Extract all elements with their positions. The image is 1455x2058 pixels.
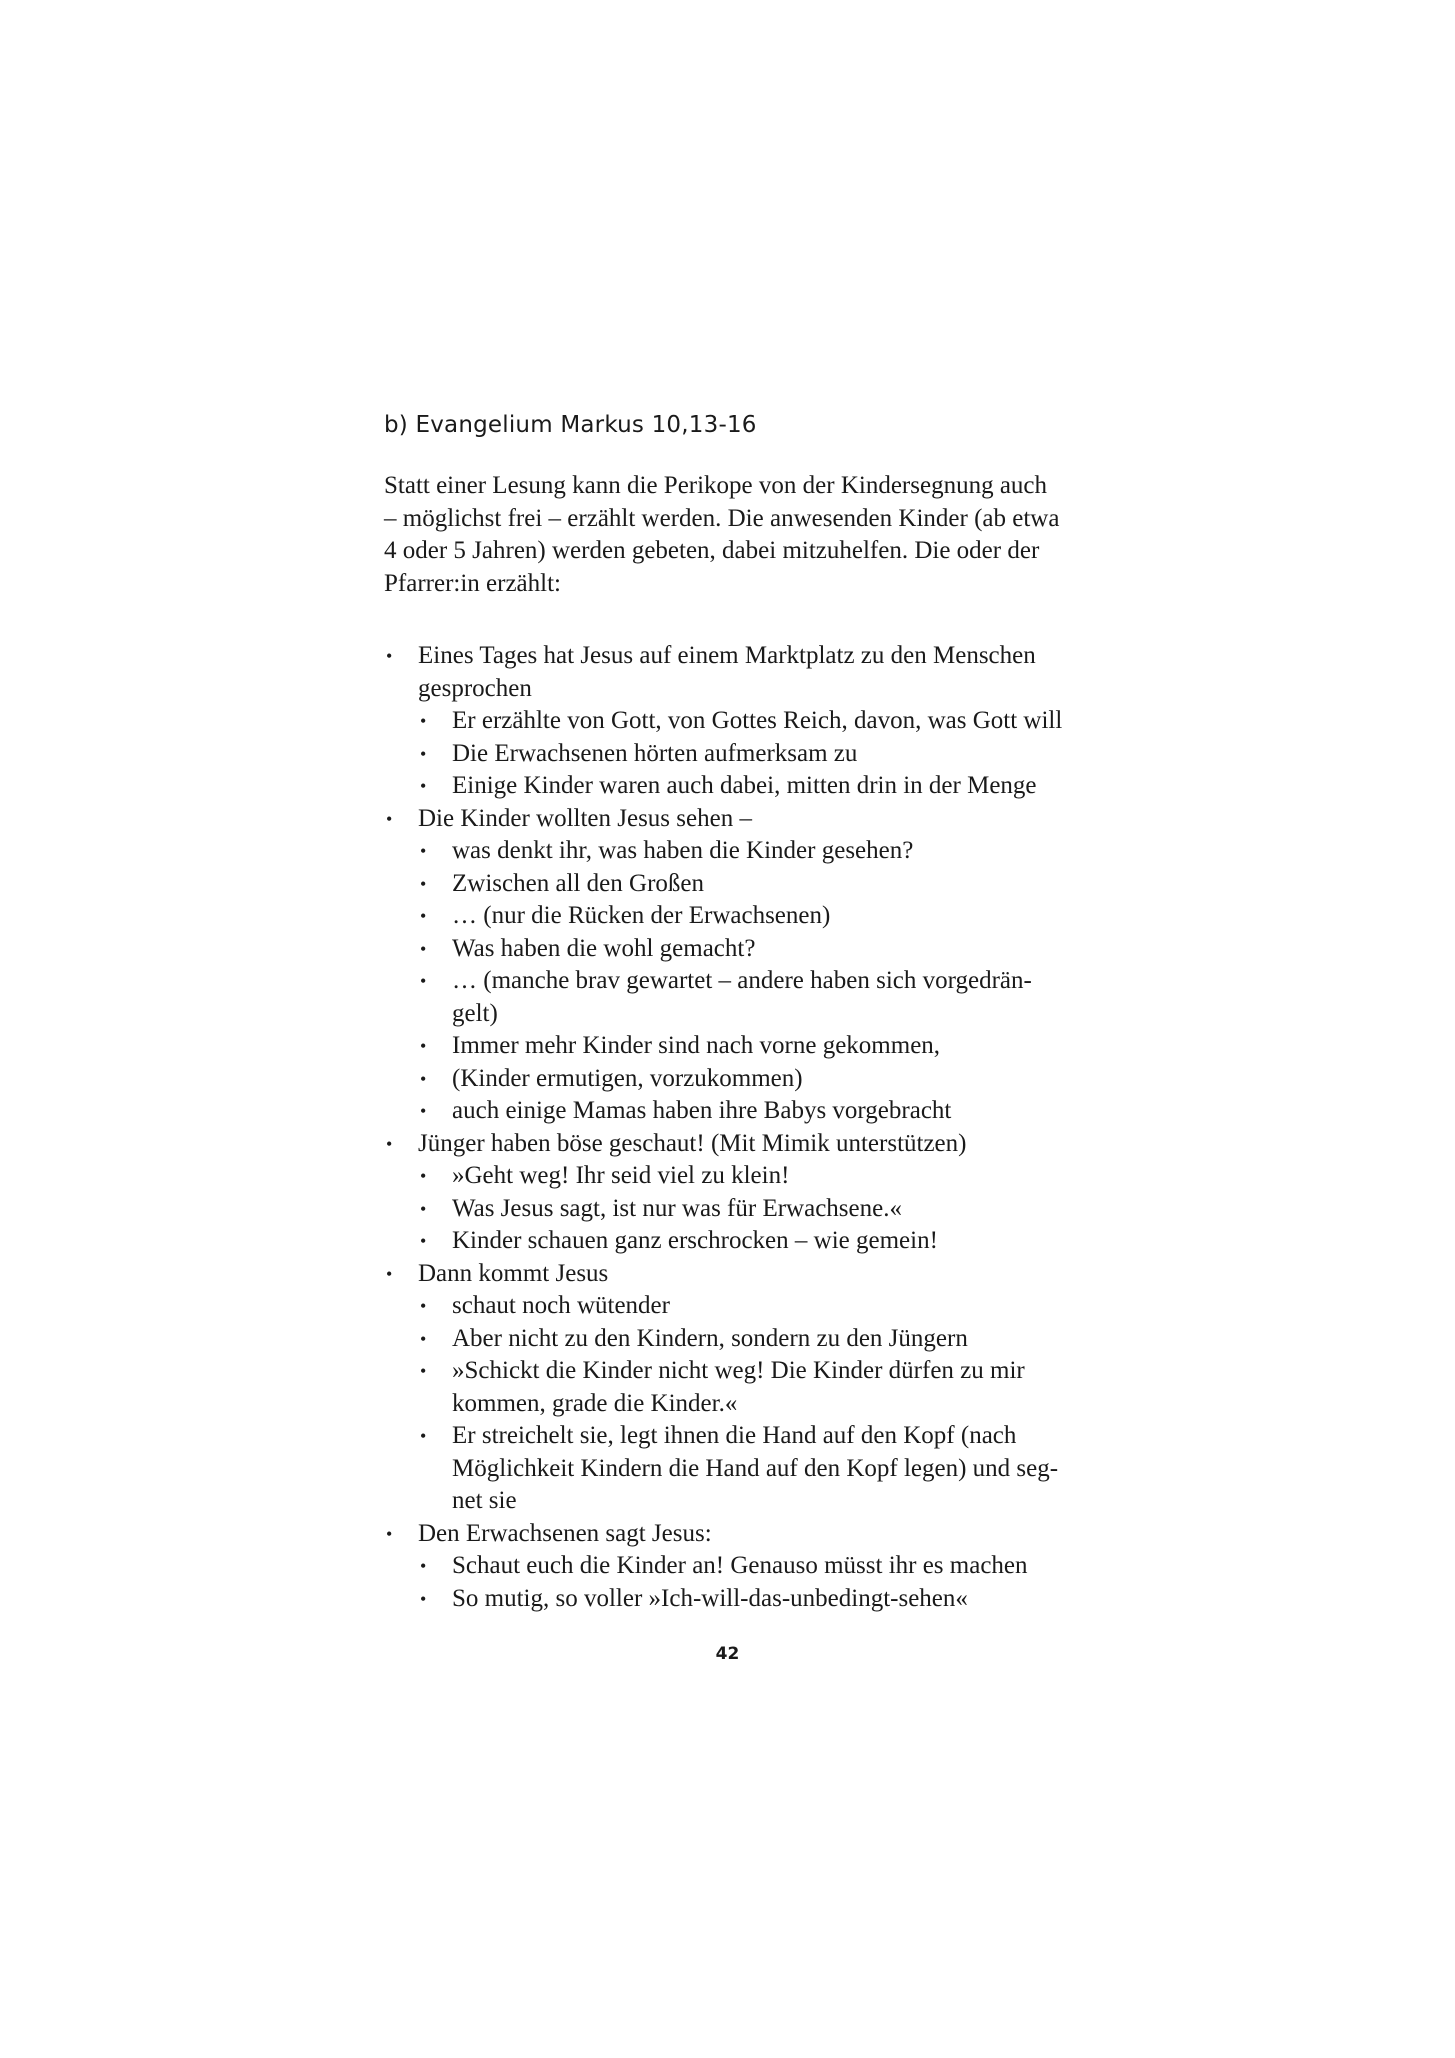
sub-list-item (418, 868, 1104, 901)
sub-list-item (418, 1550, 1104, 1583)
sub-list-item-text: Er streichelt sie, legt ihnen die Hand auf den Kopf (nach (452, 1422, 1017, 1449)
sub-list-item-text: … (nur die Rücken der Erwachsenen) (452, 902, 831, 929)
sub-list-item (418, 1323, 1104, 1356)
sub-list-item-text: Was Jesus sagt, ist nur was für Erwachsene.« (452, 1194, 902, 1222)
sub-list (418, 1550, 1104, 1615)
list-item (384, 640, 1104, 803)
sub-list-item (418, 1583, 1104, 1616)
list-item-text: Eines Tages hat Jesus auf einem Marktplatz zu den Menschen (418, 642, 1036, 669)
list-item (384, 1518, 1104, 1616)
sub-list-item (418, 705, 1104, 738)
sub-list-item-text: was denkt ihr, was haben die Kinder gesehen? (452, 837, 914, 864)
intro-line: – möglichst frei – erzählt werden. Die anwesenden Kinder (ab etwa (384, 504, 1060, 532)
sub-list (418, 1160, 1104, 1258)
sub-list-item (418, 1193, 1104, 1226)
list-item (384, 1258, 1104, 1518)
sub-list (418, 705, 1104, 803)
sub-list-item-text: Immer mehr Kinder sind nach vorne gekommen, (452, 1032, 941, 1059)
sub-list-item-text: Er erzählte von Gott, von Gottes Reich, davon, was Gott will (452, 707, 1063, 734)
sub-list-item (418, 1225, 1104, 1258)
sub-list-item (418, 1420, 1104, 1518)
sub-list-item-text: »Geht weg! Ihr seid viel zu klein! (452, 1162, 790, 1189)
sub-list-item-text: … (manche brav gewartet – andere haben sich vorgedrän- (452, 967, 1032, 994)
sub-list-item-text: »Schickt die Kinder nicht weg! Die Kinder dürfen zu mir (452, 1357, 1025, 1384)
sub-list-item-text: Die Erwachsenen hörten aufmerksam zu (452, 739, 858, 767)
list-item-text: Dann kommt Jesus (418, 1259, 609, 1287)
list-item (384, 1128, 1104, 1258)
sub-list (418, 835, 1104, 1128)
intro-line: Pfarrer:in erzählt: (384, 569, 561, 597)
sub-list-item-text: schaut noch wütender (452, 1292, 670, 1319)
sub-list-item (418, 1355, 1104, 1420)
list-item-text: gesprochen (418, 674, 532, 702)
sub-list-item-text: net sie (452, 1487, 517, 1514)
sub-list-item (418, 1160, 1104, 1193)
intro-line: Statt einer Lesung kann die Perikope von der Kindersegnung auch (384, 472, 1048, 499)
story-bullet-list (384, 640, 1104, 1615)
sub-list-item-text: auch einige Mamas haben ihre Babys vorgebracht (452, 1097, 952, 1124)
sub-list-item (418, 1095, 1104, 1128)
list-item-text: Jünger haben böse geschaut! (Mit Mimik unterstützen) (418, 1129, 967, 1157)
sub-list-item-text: gelt) (452, 999, 498, 1027)
sub-list-item (418, 933, 1104, 966)
sub-list-item-text: Schaut euch die Kinder an! Genauso müsst ihr es machen (452, 1552, 1028, 1579)
list-item-text: Die Kinder wollten Jesus sehen – (418, 804, 752, 832)
sub-list-item-text: Einige Kinder waren auch dabei, mitten drin in der Menge (452, 772, 1037, 799)
intro-paragraph (384, 470, 1104, 600)
intro-line: 4 oder 5 Jahren) werden gebeten, dabei mitzuhelfen. Die oder der (384, 537, 1040, 564)
page-content (384, 408, 1104, 1615)
sub-list-item (418, 738, 1104, 771)
sub-list-item-text: Zwischen all den Großen (452, 869, 705, 897)
sub-list-item-text: kommen, grade die Kinder.« (452, 1389, 738, 1417)
page-number: 42 (715, 1644, 740, 1664)
sub-list-item-text: Aber nicht zu den Kindern, sondern zu den Jüngern (452, 1324, 968, 1352)
sub-list-item-text: So mutig, so voller »Ich-will-das-unbedingt-sehen« (452, 1584, 968, 1612)
section-heading: b) Evangelium Markus 10,13-16 (384, 412, 757, 438)
list-item-text: Den Erwachsenen sagt Jesus: (418, 1519, 712, 1547)
sub-list-item (418, 1030, 1104, 1063)
sub-list (418, 1290, 1104, 1518)
sub-list-item (418, 770, 1104, 803)
sub-list-item (418, 965, 1104, 1030)
sub-list-item (418, 1063, 1104, 1096)
sub-list-item (418, 900, 1104, 933)
sub-list-item-text: Was haben die wohl gemacht? (452, 934, 756, 962)
sub-list-item (418, 1290, 1104, 1323)
sub-list-item-text: Kinder schauen ganz erschrocken – wie gemein! (452, 1227, 938, 1254)
sub-list-item-text: (Kinder ermutigen, vorzukommen) (452, 1064, 803, 1092)
sub-list-item-text: Möglichkeit Kindern die Hand auf den Kopf legen) und seg- (452, 1454, 1059, 1482)
sub-list-item (418, 835, 1104, 868)
list-item (384, 803, 1104, 1128)
